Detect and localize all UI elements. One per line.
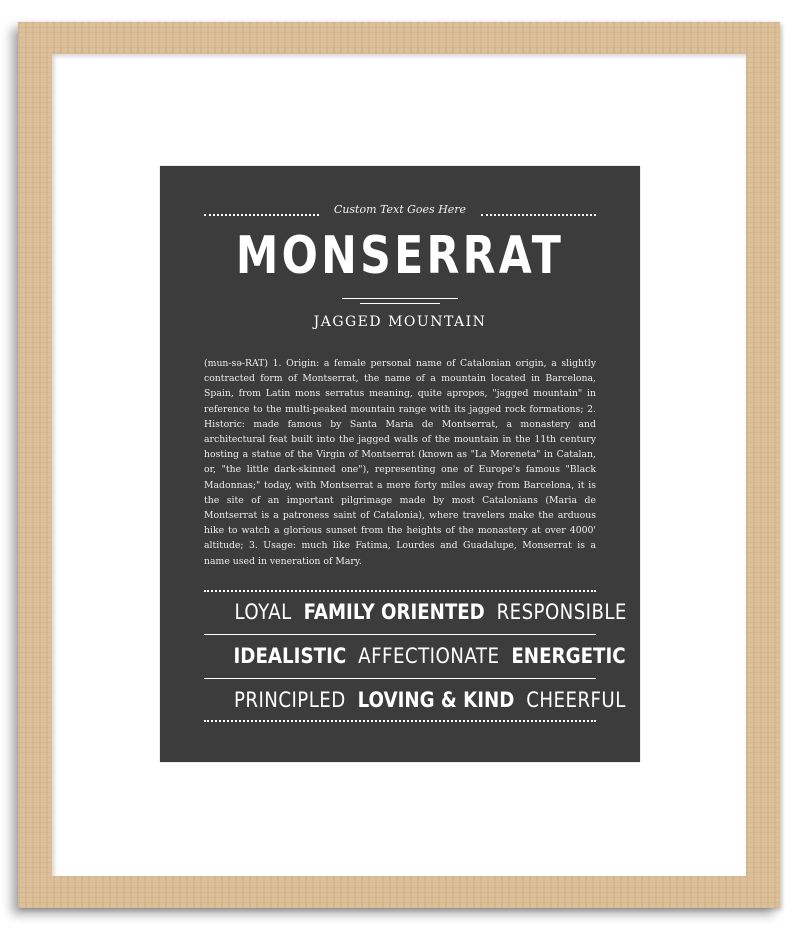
traits-divider-1 bbox=[204, 634, 596, 635]
trait: IDEALISTIC bbox=[233, 644, 347, 668]
name-definition: (mun-sə-RAT) 1. Origin: a female personal name of Catalonian origin, a slightly contracted form of Montserrat, the name of a mountain located in Barcelona, Spain, from Latin mons serratus meaning, quite apropos, "jagged mountain" in reference to the multi-peaked mountain range with its jagged rock formations; 2. Historic: made famous by Santa Maria de Montserrat, a monastery and architectural feat built into the jagged walls of the mountain in the 11th century hosting a statue of the Virgin of Montserrat (known as "La Moreneta" in Catalan, or, "the little dark-skinned one"), representing one of Europe's famous "Black Madonnas;" today, with Montserrat a mere forty miles away from Barcelona, it is the site of an important pilgrimage made by most Catalonians (Maria de Montserrat is a patroness saint of Catalonia), where travelers make the arduous hike to watch a glorious sunset from the heights of the monastery at over 4000' altitude; 3. Usage: much like Fatima, Lourdes and Guadalupe, Monserrat is a name used in veneration of Mary. bbox=[204, 358, 596, 567]
traits-top-divider bbox=[204, 590, 596, 592]
name-underline-1 bbox=[342, 298, 458, 299]
trait: CHEERFUL bbox=[526, 688, 626, 712]
trait: AFFECTIONATE bbox=[358, 644, 500, 668]
traits-row-2 bbox=[204, 640, 626, 672]
dotted-divider-right bbox=[481, 214, 596, 216]
trait: LOYAL bbox=[234, 600, 292, 624]
trait: PRINCIPLED bbox=[233, 688, 346, 712]
traits-bottom-divider bbox=[204, 720, 596, 722]
traits-divider-2 bbox=[204, 678, 596, 679]
traits-row-1 bbox=[204, 596, 627, 628]
picture-frame bbox=[18, 22, 780, 908]
custom-text-row bbox=[204, 203, 596, 224]
mat-board bbox=[52, 54, 746, 876]
trait: ENERGETIC bbox=[511, 644, 626, 668]
trait: FAMILY ORIENTED bbox=[303, 600, 485, 624]
trait: LOVING & KIND bbox=[357, 688, 515, 712]
trait: RESPONSIBLE bbox=[496, 600, 627, 624]
custom-text: Custom Text Goes Here bbox=[333, 203, 467, 216]
name-print bbox=[160, 166, 640, 762]
name-underline-2 bbox=[360, 303, 440, 304]
name-meaning: JAGGED MOUNTAIN bbox=[313, 314, 487, 330]
name-title: MONSERRAT bbox=[235, 226, 565, 286]
traits-row-3 bbox=[204, 684, 626, 716]
